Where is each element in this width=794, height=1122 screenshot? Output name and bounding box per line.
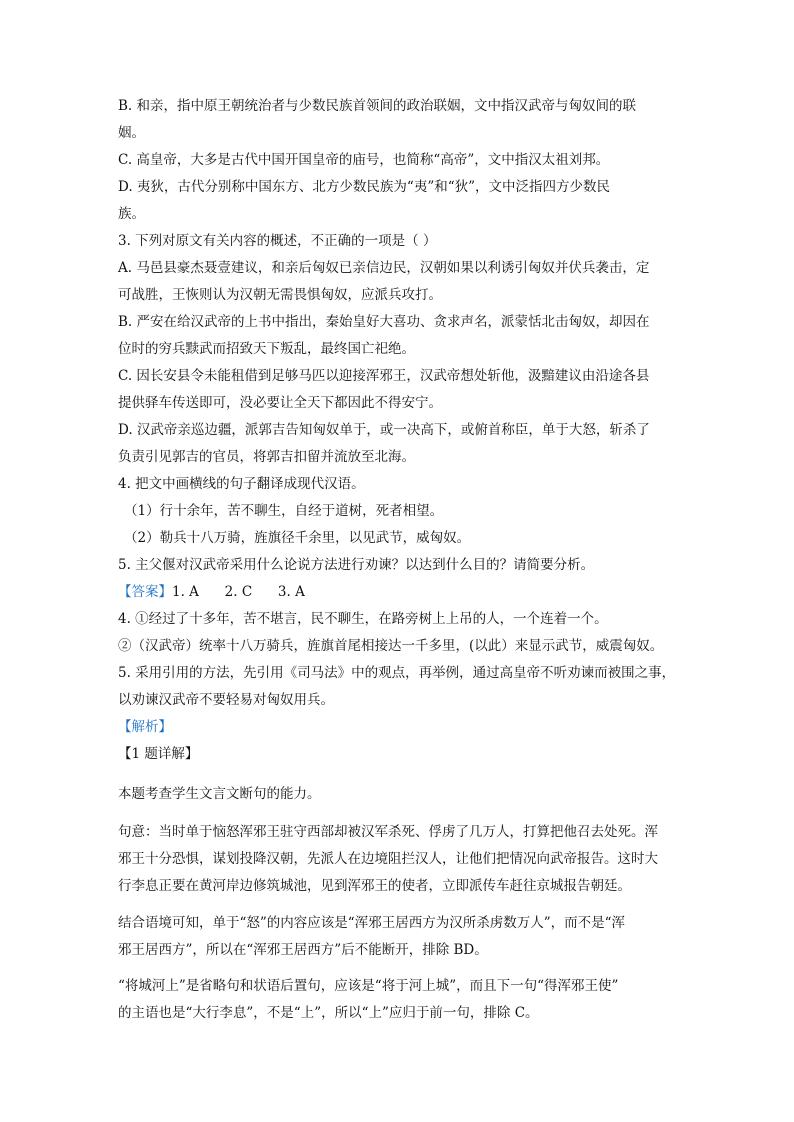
question3-b-line2: 位时的穷兵黩武而招致天下叛乱，最终国亡祀绝。 <box>118 341 415 357</box>
answer4-line2: ②（汉武帝）统率十八万骑兵，旌旗首尾相接达一千多里，(以此）来显示武节，威震匈奴。 <box>118 638 664 654</box>
answer-line <box>118 583 678 601</box>
option-c: C. 高皇帝，大多是古代中国开国皇帝的庙号，也简称“高帝”，文中指汉太祖刘邦。 <box>118 152 610 168</box>
analysis-intro: 本题考查学生文言文断句的能力。 <box>118 786 321 802</box>
question3-d-line2: 负责引见郭吉的官员，将郭吉扣留并流放至北海。 <box>118 449 415 465</box>
answer-label: 【答案】 <box>118 584 172 600</box>
analysis-p3-line1: “将城河上”是省略句和状语后置句，应该是“将于河上城”，而且下一句“得浑邪王使” <box>118 978 619 994</box>
analysis-p2-line1: 结合语境可知，单于“怒”的内容应该是“浑邪王居西方为汉所杀虏数万人”，而不是“浑 <box>118 915 626 931</box>
question3-stem: 3. 下列对原文有关内容的概述，不正确的一项是（ ） <box>118 233 437 249</box>
answer5-line2: 以劝谏汉武帝不要轻易对匈奴用兵。 <box>118 692 334 708</box>
option-d-line2: 族。 <box>118 206 145 222</box>
answer5-line1: 5. 采用引用的方法，先引用《司马法》中的观点，再举例，通过高皇帝不听劝谏而被围之事， <box>118 665 676 681</box>
question3-c-line2: 提供驿车传送即可，没必要让全天下都因此不得安宁。 <box>118 395 442 411</box>
option-b-line1: B. 和亲，指中原王朝统治者与少数民族首领间的政治联姻，文中指汉武帝与匈奴间的联 <box>118 98 637 114</box>
question1-detail-header: 【1 题详解】 <box>118 746 199 762</box>
question3-c-line1: C. 因长安县令未能租借到足够马匹以迎接浑邪王，汉武帝想处斩他，汲黯建议由沿途各县 <box>118 368 650 384</box>
question4-sentence2: （2）勒兵十八万骑，旌旗径千余里，以见武节，威匈奴。 <box>124 530 471 546</box>
question5-stem: 5. 主父偃对汉武帝采用什么论说方法进行劝谏？以达到什么目的？请简要分析。 <box>118 557 595 573</box>
analysis-label: 【解析】 <box>118 719 172 735</box>
option-d-line1: D. 夷狄，古代分别称中国东方、北方少数民族为“夷”和“狄”，文中泛指四方少数民 <box>118 179 611 195</box>
analysis-p2-line2: 邪王居西方”，所以在“浑邪王居西方”后不能断开，排除 BD。 <box>118 942 488 958</box>
analysis-p1-line2: 邪王十分恐惧，谋划投降汉朝，先派人在边境阻拦汉人，让他们把情况向武帝报告。这时大 <box>118 851 658 867</box>
question4-stem: 4. 把文中画横线的句子翻译成现代汉语。 <box>118 476 365 492</box>
analysis-p3-line2: 的主语也是“大行李息”，不是“上”，所以“上”应归于前一句，排除 C。 <box>118 1005 539 1021</box>
question3-a-line2: 可战胜，王恢则认为汉朝无需畏惧匈奴，应派兵攻打。 <box>118 287 442 303</box>
analysis-p1-line1: 句意：当时单于恼怒浑邪王驻守西部却被汉军杀死、俘虏了几万人，打算把他召去处死。浑 <box>118 824 658 840</box>
analysis-p1-line3: 行李息正要在黄河岸边修筑城池，见到浑邪王的使者，立即派传车赶往京城报告朝廷。 <box>118 878 631 894</box>
answer4-line1: 4. ①经过了十多年，苦不堪言，民不聊生，在路旁树上上吊的人，一个连着一个。 <box>118 611 608 627</box>
question3-d-line1: D. 汉武帝亲巡边疆，派郭吉告知匈奴单于，或一决高下，或俯首称臣，单于大怒，斩杀了 <box>118 422 650 438</box>
question4-sentence1: （1）行十余年，苦不聊生，自经于道树，死者相望。 <box>124 503 444 519</box>
question3-b-line1: B. 严安在给汉武帝的上书中指出，秦始皇好大喜功、贪求声名，派蒙恬北击匈奴，却因在 <box>118 314 650 330</box>
answer-items: 1. A 2. C 3. A <box>172 584 305 600</box>
question3-a-line1: A. 马邑县豪杰聂壹建议，和亲后匈奴已亲信边民，汉朝如果以利诱引匈奴并伏兵袭击，定 <box>118 260 650 276</box>
option-b-line2: 姻。 <box>118 125 145 141</box>
